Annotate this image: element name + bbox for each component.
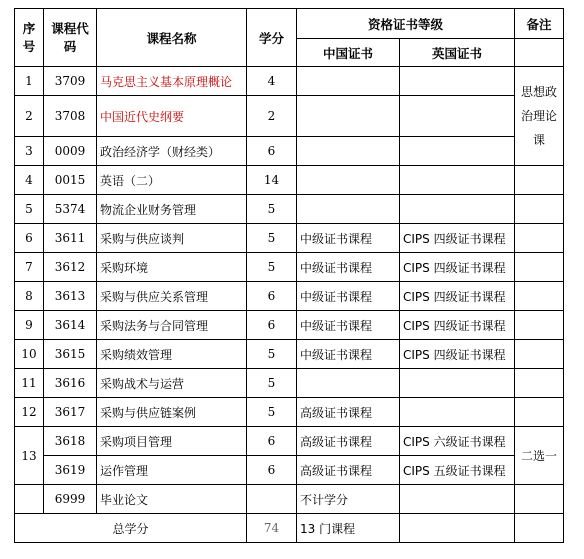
cell-cn bbox=[297, 166, 400, 195]
table-row bbox=[15, 369, 564, 398]
total-credit: 74 bbox=[247, 514, 297, 543]
cell-name: 采购环境 bbox=[97, 253, 247, 282]
cell-name: 采购与供应关系管理 bbox=[97, 282, 247, 311]
cell-credit: 6 bbox=[247, 456, 297, 485]
table-row bbox=[15, 224, 564, 253]
total-empty-uk bbox=[400, 514, 515, 543]
cell-seq: 5 bbox=[15, 195, 44, 224]
cell-cn bbox=[297, 137, 400, 166]
remark-choose: 二选一 bbox=[515, 427, 564, 485]
table-row bbox=[15, 427, 564, 456]
cell-credit: 14 bbox=[247, 166, 297, 195]
cell-uk: CIPS 四级证书课程 bbox=[400, 311, 515, 340]
cell-remark bbox=[515, 224, 564, 253]
total-row bbox=[15, 514, 564, 543]
cell-uk bbox=[400, 369, 515, 398]
table-row bbox=[15, 456, 564, 485]
cell-cn: 中级证书课程 bbox=[297, 340, 400, 369]
cell-code: 3611 bbox=[44, 224, 97, 253]
cell-cn: 中级证书课程 bbox=[297, 224, 400, 253]
header-remark: 备注 bbox=[515, 9, 564, 39]
cell-name: 采购项目管理 bbox=[97, 427, 247, 456]
cell-name: 运作管理 bbox=[97, 456, 247, 485]
cell-credit: 5 bbox=[247, 398, 297, 427]
cell-name: 采购战术与运营 bbox=[97, 369, 247, 398]
cell-code: 3613 bbox=[44, 282, 97, 311]
cell-cn: 高级证书课程 bbox=[297, 427, 400, 456]
cell-name: 采购与供应谈判 bbox=[97, 224, 247, 253]
cell-uk: CIPS 五级证书课程 bbox=[400, 456, 515, 485]
table-row bbox=[15, 485, 564, 514]
header-uk-cert: 英国证书 bbox=[400, 39, 515, 67]
table-row bbox=[15, 282, 564, 311]
cell-uk: CIPS 六级证书课程 bbox=[400, 427, 515, 456]
cell-seq: 8 bbox=[15, 282, 44, 311]
cell-cn: 中级证书课程 bbox=[297, 253, 400, 282]
cell-credit: 2 bbox=[247, 96, 297, 137]
cell-seq: 11 bbox=[15, 369, 44, 398]
cell-code: 3618 bbox=[44, 427, 97, 456]
cell-name: 马克思主义基本原理概论 bbox=[97, 67, 247, 96]
table-row bbox=[15, 96, 564, 137]
header-code: 课程代码 bbox=[44, 9, 97, 67]
cell-credit: 6 bbox=[247, 427, 297, 456]
cell-uk bbox=[400, 67, 515, 96]
cell-code: 6999 bbox=[44, 485, 97, 514]
cell-name: 政治经济学（财经类） bbox=[97, 137, 247, 166]
cell-seq: 2 bbox=[15, 96, 44, 137]
header-name: 课程名称 bbox=[97, 9, 247, 67]
cell-credit: 5 bbox=[247, 340, 297, 369]
cell-seq: 4 bbox=[15, 166, 44, 195]
cell-code: 3708 bbox=[44, 96, 97, 137]
cell-uk bbox=[400, 96, 515, 137]
cell-cn: 中级证书课程 bbox=[297, 311, 400, 340]
cell-code: 0009 bbox=[44, 137, 97, 166]
cell-credit: 5 bbox=[247, 369, 297, 398]
cell-seq: 6 bbox=[15, 224, 44, 253]
cell-credit: 6 bbox=[247, 311, 297, 340]
cell-remark bbox=[515, 398, 564, 427]
cell-remark bbox=[515, 253, 564, 282]
cell-credit: 5 bbox=[247, 195, 297, 224]
cell-code: 3612 bbox=[44, 253, 97, 282]
cell-cn: 高级证书课程 bbox=[297, 398, 400, 427]
cell-cn: 高级证书课程 bbox=[297, 456, 400, 485]
cell-credit: 4 bbox=[247, 67, 297, 96]
cell-cn: 中级证书课程 bbox=[297, 282, 400, 311]
cell-remark bbox=[515, 195, 564, 224]
table-row bbox=[15, 166, 564, 195]
table-row bbox=[15, 398, 564, 427]
cell-uk bbox=[400, 398, 515, 427]
cell-seq: 1 bbox=[15, 67, 44, 96]
cell-seq: 3 bbox=[15, 137, 44, 166]
header-cn-cert: 中国证书 bbox=[297, 39, 400, 67]
remark-empty bbox=[515, 39, 564, 67]
remark-politics: 思想政治理论课 bbox=[515, 67, 564, 166]
cell-name: 英语（二） bbox=[97, 166, 247, 195]
cell-credit: 5 bbox=[247, 253, 297, 282]
cell-cn bbox=[297, 67, 400, 96]
cell-name: 采购与供应链案例 bbox=[97, 398, 247, 427]
cell-uk: CIPS 四级证书课程 bbox=[400, 282, 515, 311]
cell-remark bbox=[515, 340, 564, 369]
table-row bbox=[15, 311, 564, 340]
table-row bbox=[15, 137, 564, 166]
cell-code: 3614 bbox=[44, 311, 97, 340]
cell-uk bbox=[400, 137, 515, 166]
cell-remark bbox=[515, 282, 564, 311]
cell-seq: 13 bbox=[15, 427, 44, 485]
cell-credit bbox=[247, 485, 297, 514]
cell-cn bbox=[297, 96, 400, 137]
total-courses: 13 门课程 bbox=[297, 514, 400, 543]
cell-cn: 不计学分 bbox=[297, 485, 400, 514]
cell-uk: CIPS 四级证书课程 bbox=[400, 224, 515, 253]
cell-uk bbox=[400, 166, 515, 195]
cell-cn bbox=[297, 195, 400, 224]
cell-uk bbox=[400, 485, 515, 514]
table-row bbox=[15, 253, 564, 282]
total-label: 总学分 bbox=[15, 514, 247, 543]
table-row bbox=[15, 340, 564, 369]
header-credit: 学分 bbox=[247, 9, 297, 67]
cell-remark bbox=[515, 311, 564, 340]
total-empty-remark bbox=[515, 514, 564, 543]
cell-name: 采购法务与合同管理 bbox=[97, 311, 247, 340]
cell-code: 3616 bbox=[44, 369, 97, 398]
cell-uk bbox=[400, 195, 515, 224]
cell-name: 物流企业财务管理 bbox=[97, 195, 247, 224]
cell-seq bbox=[15, 485, 44, 514]
cell-credit: 5 bbox=[247, 224, 297, 253]
cell-name: 采购绩效管理 bbox=[97, 340, 247, 369]
cell-name: 中国近代史纲要 bbox=[97, 96, 247, 137]
table-row bbox=[15, 195, 564, 224]
cell-code: 3617 bbox=[44, 398, 97, 427]
cell-seq: 12 bbox=[15, 398, 44, 427]
cell-uk: CIPS 四级证书课程 bbox=[400, 253, 515, 282]
cell-seq: 7 bbox=[15, 253, 44, 282]
cell-code: 3615 bbox=[44, 340, 97, 369]
cell-remark bbox=[515, 485, 564, 514]
header-cert-group: 资格证书等级 bbox=[297, 9, 515, 39]
cell-remark bbox=[515, 369, 564, 398]
cell-seq: 10 bbox=[15, 340, 44, 369]
cell-name: 毕业论文 bbox=[97, 485, 247, 514]
cell-code: 5374 bbox=[44, 195, 97, 224]
cell-code: 0015 bbox=[44, 166, 97, 195]
cell-code: 3709 bbox=[44, 67, 97, 96]
cell-uk: CIPS 四级证书课程 bbox=[400, 340, 515, 369]
cell-cn bbox=[297, 369, 400, 398]
course-table bbox=[14, 8, 564, 543]
cell-seq: 9 bbox=[15, 311, 44, 340]
cell-credit: 6 bbox=[247, 282, 297, 311]
cell-code: 3619 bbox=[44, 456, 97, 485]
cell-credit: 6 bbox=[247, 137, 297, 166]
cell-remark bbox=[515, 166, 564, 195]
header-seq: 序号 bbox=[15, 9, 44, 67]
table-row bbox=[15, 67, 564, 96]
